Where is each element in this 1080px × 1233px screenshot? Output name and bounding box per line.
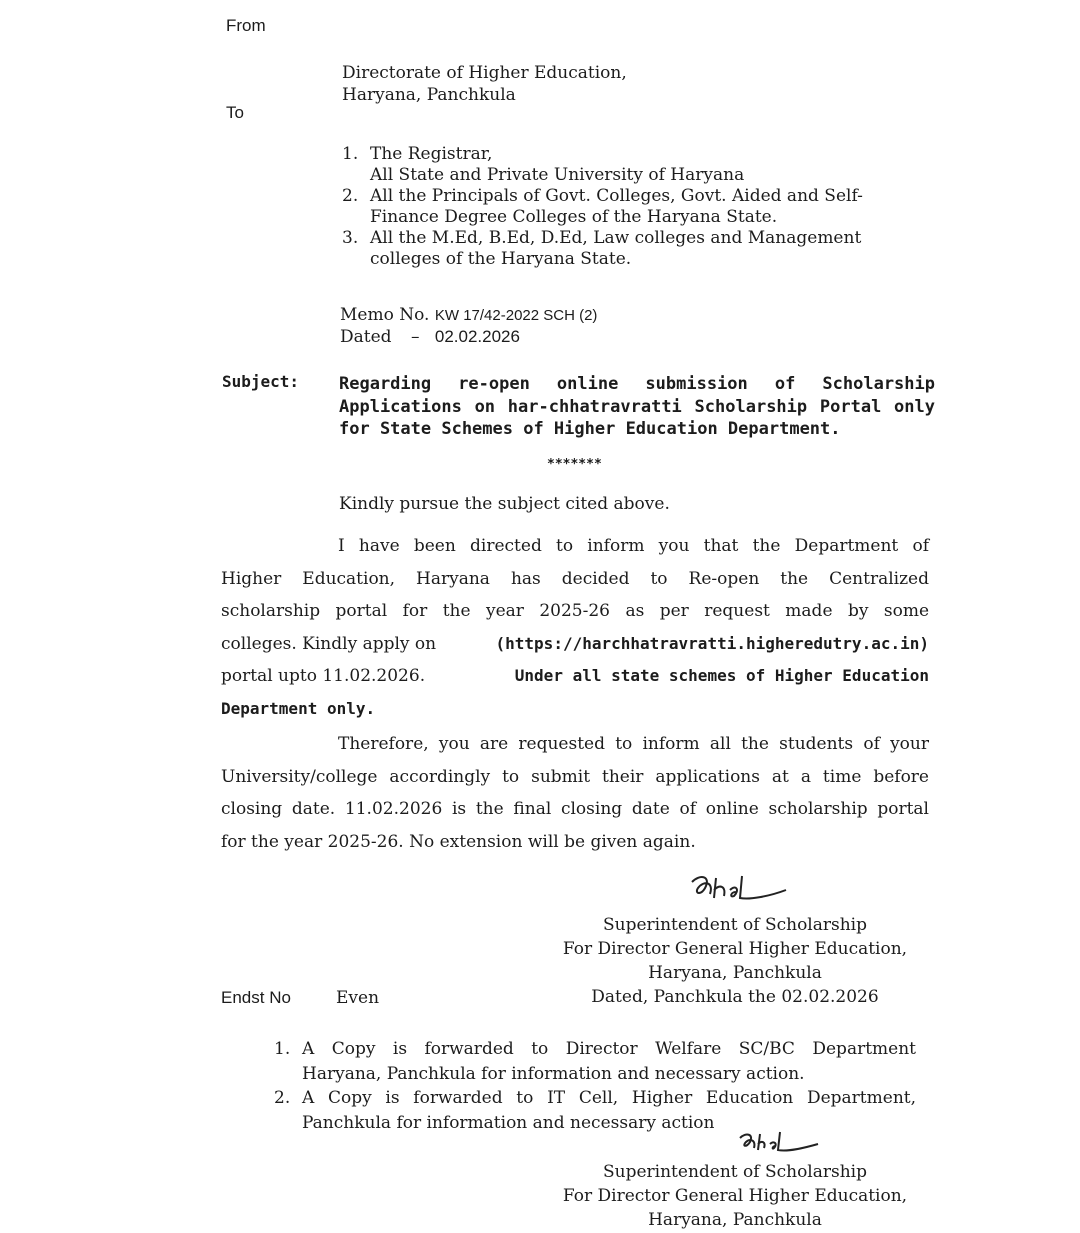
endorsement-line: Panchkula for information and necessary action bbox=[302, 1112, 715, 1133]
endst-value: Even bbox=[336, 988, 380, 1008]
memo-number bbox=[340, 305, 597, 325]
paragraph-line: closing date. 11.02.2026 is the final closing date of online scholarship portal bbox=[221, 799, 929, 819]
subject-text bbox=[339, 373, 935, 441]
recipient-number: 1. bbox=[342, 144, 359, 164]
paragraph-line: Therefore, you are requested to inform all the students of your bbox=[338, 734, 929, 754]
signature-line: For Director General Higher Education, bbox=[562, 939, 908, 959]
recipient-line: All the Principals of Govt. Colleges, Govt. Aided and Self- bbox=[370, 186, 863, 206]
paragraph-bold-text: Department only. bbox=[221, 698, 376, 718]
dated-row bbox=[340, 327, 520, 347]
paragraph-line: for the year 2025-26. No extension will be given again. bbox=[221, 831, 696, 852]
paragraph-text: colleges. Kindly apply on bbox=[221, 633, 437, 654]
dated-label: Dated bbox=[340, 327, 392, 347]
separator-stars: ******* bbox=[547, 457, 602, 472]
recipient-list bbox=[342, 144, 863, 269]
paragraph-1 bbox=[221, 530, 929, 725]
from-line: Directorate of Higher Education, bbox=[342, 63, 627, 83]
subject-line: Regarding re-open online submission of Scholarship bbox=[339, 374, 935, 394]
from-line: Haryana, Panchkula bbox=[342, 85, 516, 105]
recipient-line: All State and Private University of Haryana bbox=[370, 164, 745, 185]
signature-block-2 bbox=[540, 1160, 930, 1232]
endst-label: Endst No bbox=[221, 988, 291, 1007]
endorsement-number: 1. bbox=[274, 1039, 291, 1059]
recipient-number: 3. bbox=[342, 228, 359, 248]
endorsement-number: 2. bbox=[274, 1088, 291, 1108]
paragraph-bold-text: Under all state schemes of Higher Education bbox=[514, 666, 929, 685]
endorsement-list bbox=[274, 1037, 916, 1135]
endorsement-line: A Copy is forwarded to Director Welfare SC/BC Department bbox=[302, 1039, 916, 1059]
recipient-item bbox=[342, 228, 863, 269]
signature-date: Dated, Panchkula the 02.02.2026 bbox=[591, 987, 879, 1007]
recipient-line: Finance Degree Colleges of the Haryana State. bbox=[370, 206, 778, 227]
signature-mark bbox=[680, 868, 790, 913]
paragraph-line bbox=[221, 660, 929, 693]
to-label: To bbox=[226, 103, 244, 122]
endorsement-item bbox=[274, 1037, 916, 1086]
opening-line: Kindly pursue the subject cited above. bbox=[339, 494, 670, 514]
recipient-line: All the M.Ed, B.Ed, D.Ed, Law colleges and Management bbox=[370, 228, 862, 248]
subject-label: Subject: bbox=[222, 372, 300, 391]
portal-link[interactable]: (https://harchhatravratti.higheredutry.ac.in) bbox=[495, 633, 929, 653]
endorsement-line: A Copy is forwarded to IT Cell, Higher Education Department, bbox=[302, 1088, 916, 1108]
recipient-line: The Registrar, bbox=[370, 144, 493, 164]
memo-value: KW 17/42-2022 SCH (2) bbox=[434, 307, 598, 324]
from-address bbox=[342, 62, 627, 106]
signature-title: Superintendent of Scholarship bbox=[603, 1162, 867, 1182]
paragraph-line: I have been directed to inform you that the Department of bbox=[338, 536, 929, 556]
paragraph-2 bbox=[221, 728, 929, 858]
memo-label: Memo No. bbox=[340, 305, 430, 325]
recipient-item bbox=[342, 186, 863, 227]
dated-value: 02.02.2026 bbox=[434, 327, 520, 346]
signature-mark bbox=[732, 1128, 822, 1160]
recipient-item bbox=[342, 144, 863, 185]
paragraph-line: scholarship portal for the year 2025-26 as per request made by some bbox=[221, 601, 929, 621]
signature-line: Haryana, Panchkula bbox=[648, 963, 822, 983]
from-label: From bbox=[226, 16, 266, 35]
paragraph-line: University/college accordingly to submit their applications at a time before bbox=[221, 766, 929, 787]
subject-line: for State Schemes of Higher Education Department. bbox=[339, 419, 841, 439]
endorsement-line: Haryana, Panchkula for information and necessary action. bbox=[302, 1063, 805, 1084]
signature-line: Haryana, Panchkula bbox=[648, 1210, 822, 1230]
paragraph-line bbox=[221, 628, 929, 661]
recipient-line: colleges of the Haryana State. bbox=[370, 248, 632, 269]
signature-line: For Director General Higher Education, bbox=[562, 1186, 908, 1206]
signature-title: Superintendent of Scholarship bbox=[603, 915, 867, 935]
subject-line: Applications on har-chhatravratti Scholarship Portal only bbox=[339, 396, 935, 417]
paragraph-line: Higher Education, Haryana has decided to Re-open the Centralized bbox=[221, 568, 929, 589]
dated-dash: – bbox=[410, 327, 420, 347]
recipient-number: 2. bbox=[342, 186, 359, 206]
paragraph-text: portal upto 11.02.2026. bbox=[221, 666, 426, 686]
signature-block-1 bbox=[540, 913, 930, 1009]
